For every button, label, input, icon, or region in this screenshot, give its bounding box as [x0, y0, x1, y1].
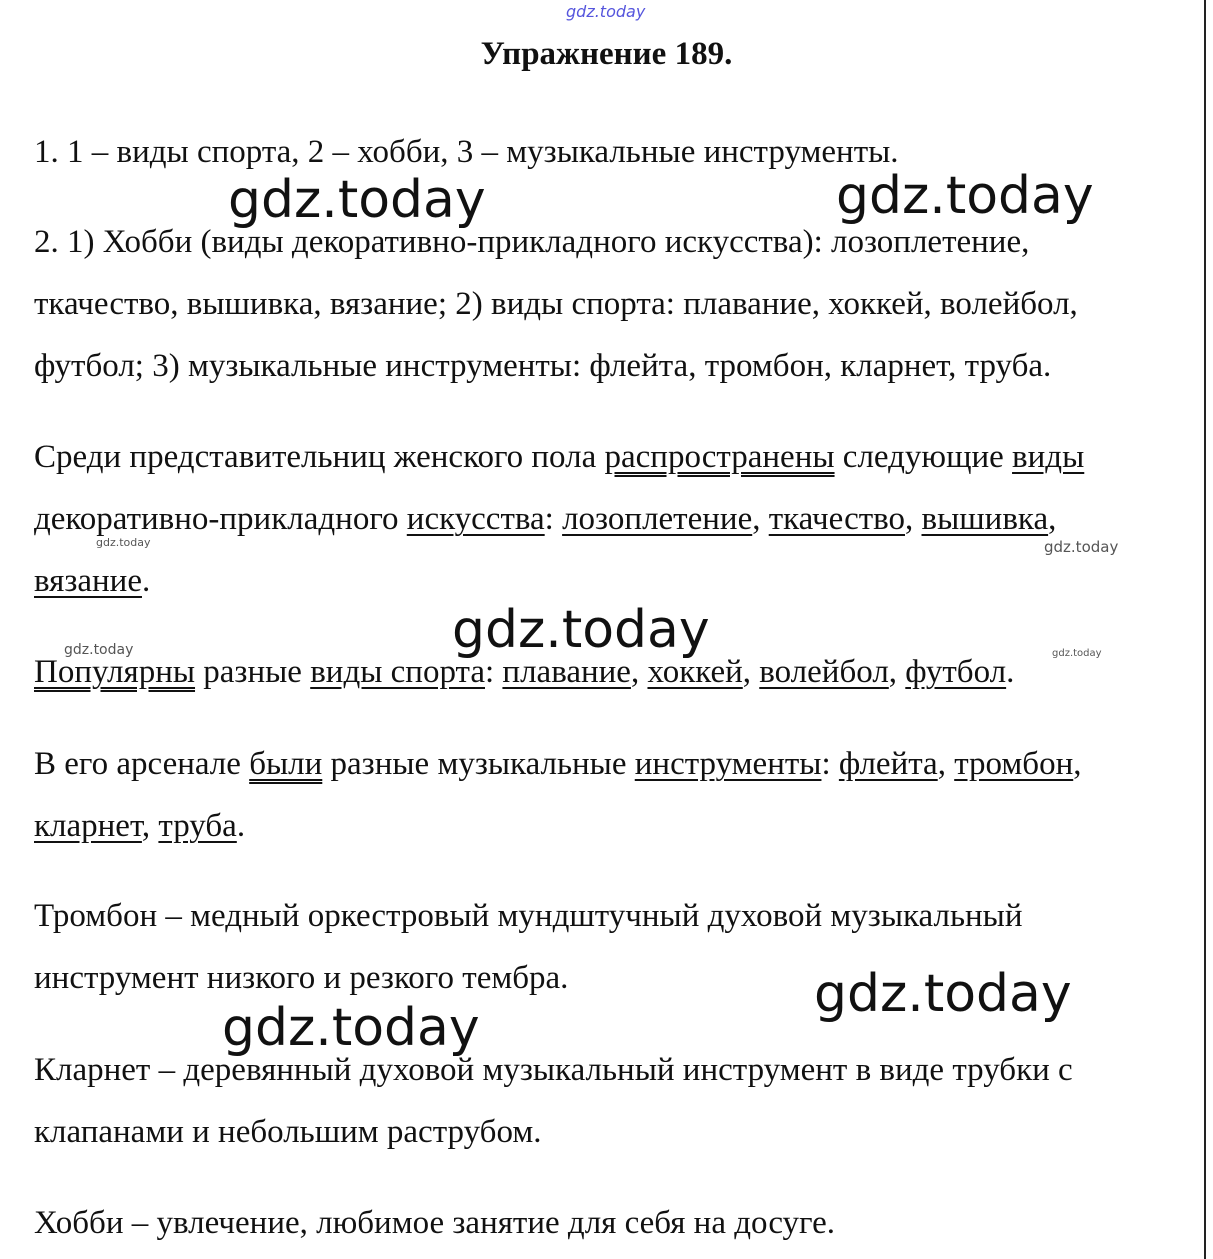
sentence-3-line-2 — [34, 806, 245, 846]
predicate: Популярны — [34, 654, 196, 690]
text: : — [544, 501, 563, 537]
homogeneous-member: вышивка — [921, 501, 1049, 537]
subject: виды — [1012, 439, 1085, 475]
homogeneous-member: волейбол — [759, 654, 889, 690]
homogeneous-member: плавание — [502, 654, 631, 690]
header-watermark: gdz.today — [566, 2, 646, 21]
watermark: gdz.today — [222, 998, 480, 1058]
answer-line-4: футбол; 3) музыкальные инструменты: флейта, тромбон, кларнет, труба. — [34, 348, 1052, 384]
definition-clarinet-line-1: Кларнет – деревянный духовой музыкальный инструмент в виде трубки с — [34, 1052, 1073, 1088]
page-border — [1204, 0, 1206, 1259]
homogeneous-member: лозоплетение — [562, 501, 753, 537]
answer-line-1: 1. 1 – виды спорта, 2 – хобби, 3 – музыкальные инструменты. — [34, 134, 899, 170]
text: , — [905, 501, 922, 537]
watermark: gdz.today — [228, 170, 486, 230]
watermark: gdz.today — [836, 166, 1094, 226]
definition-clarinet-line-2: клапанами и небольшим раструбом. — [34, 1114, 542, 1150]
definition-trombone-line-2: инструмент низкого и резкого тембра. — [34, 960, 569, 996]
text: декоративно-прикладного — [34, 501, 407, 537]
text: . — [236, 808, 246, 844]
homogeneous-member: вязание — [34, 563, 142, 599]
text: , — [752, 501, 769, 537]
homogeneous-member: хоккей — [647, 654, 743, 690]
subject: виды спорта — [310, 654, 485, 690]
sentence-1-line-1 — [34, 437, 1084, 477]
subject: инструменты — [634, 746, 822, 782]
watermark-small: gdz.today — [1044, 538, 1119, 556]
text: . — [141, 563, 151, 599]
subject-part: искусства — [406, 501, 545, 537]
sentence-1-line-2 — [34, 499, 1056, 539]
watermark-small: gdz.today — [1052, 648, 1102, 659]
text: , — [141, 808, 159, 844]
text: , — [1048, 501, 1057, 537]
homogeneous-member: тромбон — [954, 746, 1074, 782]
text: , — [888, 654, 906, 690]
text: , — [742, 654, 760, 690]
text: , — [630, 654, 648, 690]
homogeneous-member: труба — [158, 808, 237, 844]
predicate: распространены — [604, 439, 835, 475]
text: В его арсенале — [34, 746, 250, 782]
text: , — [1073, 746, 1082, 782]
text: : — [821, 746, 839, 782]
definition-trombone-line-1: Тромбон – медный оркестровый мундштучный духовой музыкальный — [34, 898, 1023, 934]
text: разные музыкальные — [322, 746, 635, 782]
homogeneous-member: флейта — [838, 746, 938, 782]
homogeneous-member: кларнет — [34, 808, 142, 844]
definition-hobby: Хобби – увлечение, любимое занятие для себя на досуге. — [34, 1205, 836, 1241]
watermark: gdz.today — [814, 964, 1072, 1024]
watermark-small: gdz.today — [96, 536, 151, 549]
homogeneous-member: ткачество — [768, 501, 905, 537]
sentence-1-line-3 — [34, 561, 150, 601]
answer-line-2: 2. 1) Хобби (виды декоративно-прикладного искусства): лозоплетение, — [34, 224, 1030, 260]
watermark-small: gdz.today — [64, 642, 134, 658]
watermark: gdz.today — [452, 600, 710, 660]
text: следующие — [834, 439, 1013, 475]
sentence-3-line-1 — [34, 744, 1081, 784]
predicate: были — [249, 746, 323, 782]
exercise-title: Упражнение 189. — [480, 36, 733, 72]
text: . — [1006, 654, 1015, 690]
text: , — [937, 746, 955, 782]
answer-line-3: ткачество, вышивка, вязание; 2) виды спорта: плавание, хоккей, волейбол, — [34, 286, 1078, 322]
text: : — [485, 654, 503, 690]
homogeneous-member: футбол — [905, 654, 1007, 690]
text: разные — [195, 654, 311, 690]
text: Среди представительниц женского пола — [34, 439, 605, 475]
